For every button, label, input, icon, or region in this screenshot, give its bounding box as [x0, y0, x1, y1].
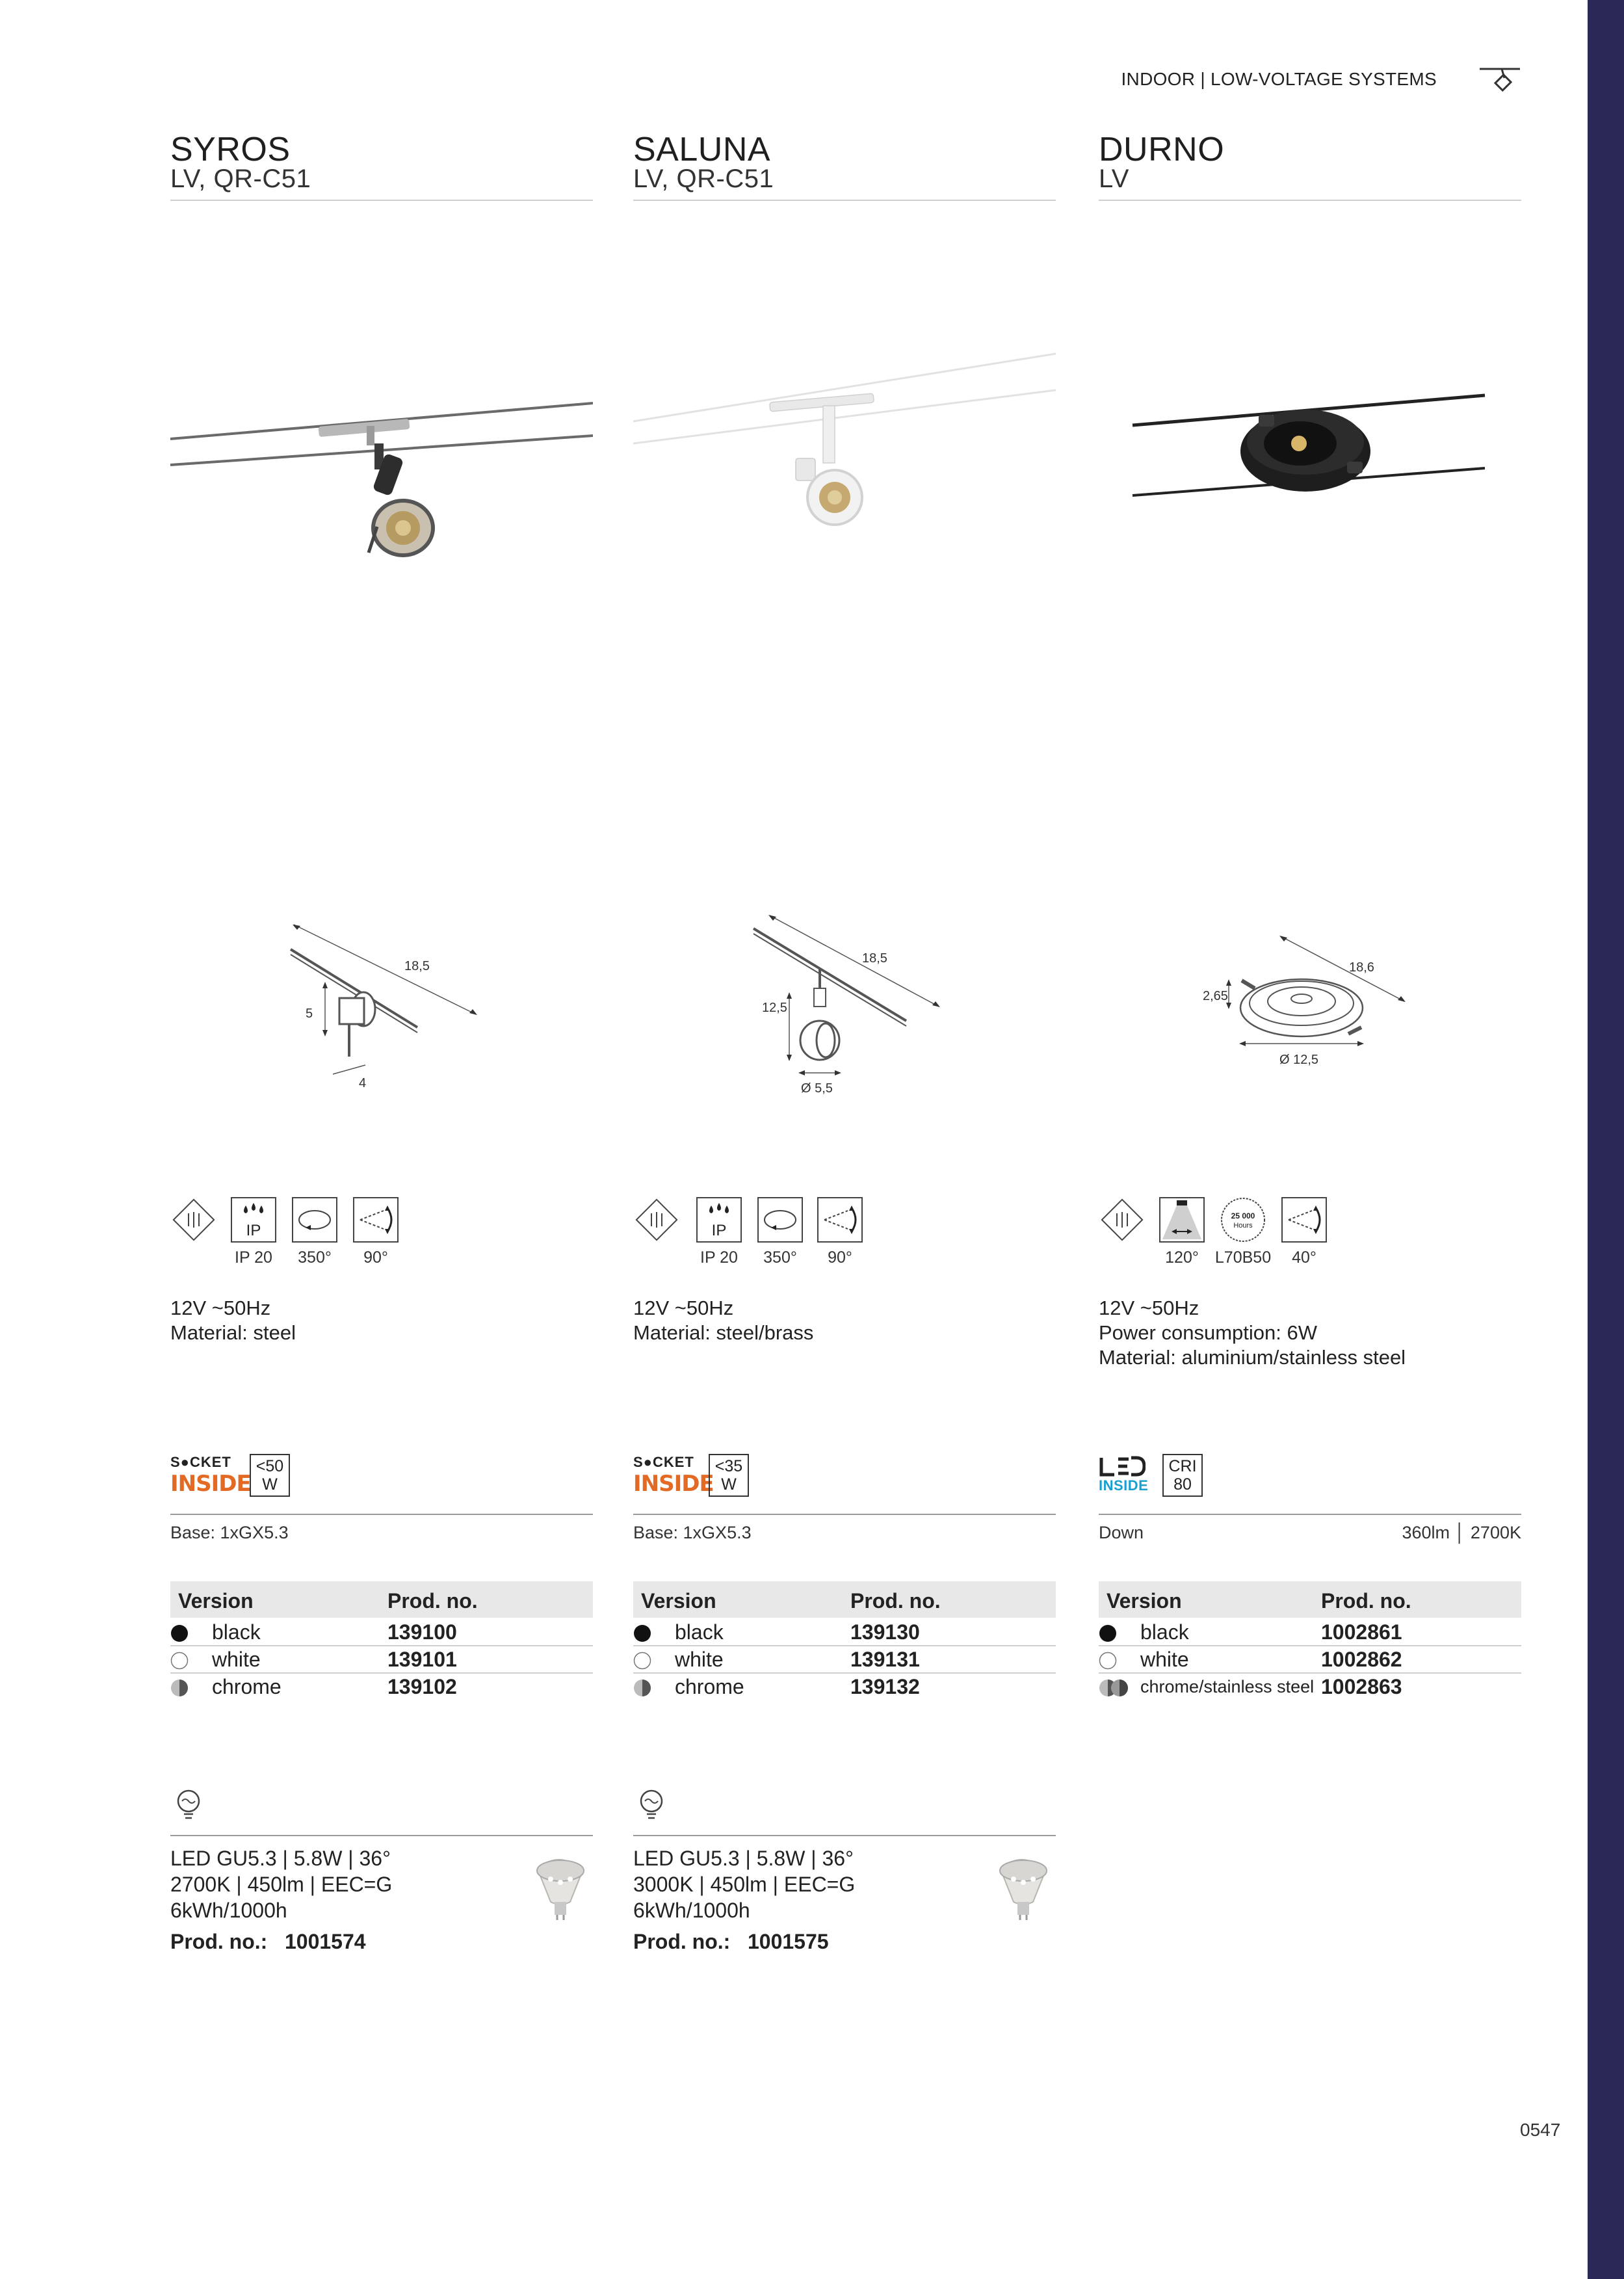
product-title: SYROS [170, 131, 291, 168]
dim-height: 5 [306, 1007, 313, 1021]
tilt-icon [817, 1196, 863, 1243]
dim-length: 18,5 [404, 959, 430, 973]
dim-diameter: Ø 12,5 [1279, 1053, 1319, 1067]
socket-inside-label: INSIDE [633, 1471, 714, 1497]
table-row [1099, 1646, 1521, 1674]
tilt-icon [352, 1196, 399, 1243]
prod-number: 139131 [850, 1648, 920, 1671]
rotation-label: 350° [763, 1248, 797, 1267]
dim-diameter: Ø 5,5 [801, 1081, 833, 1096]
lamp-spec: LED GU5.3 | 5.8W | 36° [170, 1847, 391, 1870]
black-swatch-icon [633, 1624, 651, 1642]
spec-line: 12V ~50Hz [1099, 1297, 1199, 1319]
version-name: white [1140, 1648, 1189, 1671]
black-swatch-icon [1099, 1624, 1117, 1642]
prod-number: 1002861 [1321, 1620, 1402, 1644]
tilt-label: 40° [1292, 1248, 1316, 1267]
table-row [1099, 1619, 1521, 1646]
ip-badge-text: IP [711, 1222, 727, 1239]
dimension-drawing [1203, 897, 1437, 1092]
lamp-spec: 3000K | 450lm | EEC=G [633, 1873, 856, 1896]
version-name: chrome [675, 1675, 744, 1698]
product-durno [1099, 0, 1521, 2146]
socket-label: S●CKET [170, 1454, 231, 1470]
prod-no-header: Prod. no. [387, 1589, 478, 1613]
lamp-prod-number: 1001574 [284, 1930, 366, 1953]
spec-line: 12V ~50Hz [633, 1297, 734, 1319]
version-name: chrome [212, 1675, 282, 1698]
max-watt-box [709, 1454, 749, 1497]
prod-number: 139102 [387, 1675, 457, 1698]
lamp-spec: 6kWh/1000h [170, 1899, 287, 1922]
lamp-spec: 6kWh/1000h [633, 1899, 750, 1922]
max-watt-box [250, 1454, 290, 1497]
prod-number: 139100 [387, 1620, 457, 1644]
lamp-prod-no [633, 1930, 829, 1954]
divider [633, 1835, 1056, 1836]
led-logo-icon [1099, 1455, 1146, 1477]
table-row [1099, 1674, 1521, 1700]
product-title: SALUNA [633, 131, 771, 168]
section-header: INDOOR | LOW-VOLTAGE SYSTEMS [1121, 69, 1437, 89]
dimension-drawing [744, 897, 965, 1112]
divider [633, 1514, 1056, 1515]
dim-height: 12,5 [762, 1001, 787, 1015]
chrome-swatch-icon [633, 1679, 651, 1697]
spec-line: Material: steel/brass [633, 1321, 814, 1344]
ip-rating-icon [696, 1196, 742, 1243]
safety-class-icon [1099, 1196, 1146, 1243]
product-saluna [633, 0, 1056, 2146]
chrome-steel-swatch-icon [1099, 1679, 1130, 1697]
hours-unit: Hours [1233, 1222, 1253, 1230]
led-lamp-image [525, 1850, 596, 1921]
table-row [633, 1646, 1056, 1674]
ip-label: IP 20 [700, 1248, 738, 1267]
prod-number: 139132 [850, 1675, 920, 1698]
light-direction: Down [1099, 1523, 1144, 1542]
version-name: black [1140, 1620, 1189, 1644]
white-swatch-icon [170, 1652, 189, 1670]
ip-label: IP 20 [235, 1248, 272, 1267]
dim-height: 2,65 [1203, 989, 1228, 1003]
beam-angle-icon [1159, 1196, 1205, 1243]
lamp-prod-number: 1001575 [747, 1930, 829, 1953]
rotation-icon [757, 1196, 804, 1243]
product-subtitle: LV [1099, 165, 1129, 193]
lifetime-hours-icon [1220, 1196, 1266, 1243]
max-watt-value: <35 [714, 1457, 743, 1475]
product-subtitle: LV, QR-C51 [633, 165, 774, 193]
dim-length: 18,6 [1349, 960, 1374, 975]
divider [170, 1835, 593, 1836]
tilt-icon [1281, 1196, 1328, 1243]
version-header: Version [1107, 1589, 1182, 1613]
divider [1099, 1514, 1521, 1515]
socket-inside-label: INSIDE [170, 1471, 251, 1497]
product-syros [170, 0, 593, 2146]
bulb-icon [637, 1788, 666, 1822]
lamp-prod-label: Prod. no.: [633, 1930, 731, 1953]
table-header [1099, 1581, 1521, 1618]
max-watt-unit: W [721, 1475, 737, 1494]
tilt-label: 90° [363, 1248, 388, 1267]
table-row [170, 1674, 593, 1700]
lamp-spec: LED GU5.3 | 5.8W | 36° [633, 1847, 854, 1870]
table-row [633, 1619, 1056, 1646]
dim-length: 18,5 [862, 951, 887, 966]
cri-box [1162, 1454, 1203, 1497]
version-name: chrome/stainless steel [1140, 1677, 1315, 1696]
base-info: Base: 1xGX5.3 [633, 1523, 752, 1542]
table-header [633, 1581, 1056, 1618]
cri-label: CRI [1168, 1457, 1197, 1475]
light-output: 360lm │ 2700K [1402, 1523, 1521, 1542]
rotation-label: 350° [298, 1248, 332, 1267]
safety-class-icon [633, 1196, 680, 1243]
lifetime-label: L70B50 [1214, 1248, 1272, 1267]
black-swatch-icon [170, 1624, 189, 1642]
product-photo [633, 338, 1056, 598]
lamp-prod-no [170, 1930, 366, 1954]
version-name: black [212, 1620, 261, 1644]
rotation-icon [291, 1196, 338, 1243]
product-photo [170, 338, 593, 598]
tilt-label: 90° [828, 1248, 852, 1267]
product-title: DURNO [1099, 131, 1225, 168]
divider [1099, 200, 1521, 201]
version-name: white [675, 1648, 724, 1671]
lamp-prod-label: Prod. no.: [170, 1930, 268, 1953]
white-swatch-icon [1099, 1652, 1117, 1670]
safety-class-icon [170, 1196, 217, 1243]
spec-line: Material: steel [170, 1321, 296, 1344]
bulb-icon [174, 1788, 203, 1822]
hours-value: 25 000 [1231, 1211, 1255, 1220]
ip-badge-text: IP [246, 1222, 261, 1239]
led-lamp-image [988, 1850, 1059, 1921]
page-number: 0547 [1520, 2120, 1561, 2140]
product-subtitle: LV, QR-C51 [170, 165, 311, 193]
page-edge-bar [1588, 0, 1624, 2279]
dim-depth: 4 [359, 1076, 367, 1090]
version-name: white [212, 1648, 261, 1671]
prod-number: 139130 [850, 1620, 920, 1644]
prod-no-header: Prod. no. [1321, 1589, 1411, 1613]
table-row [170, 1619, 593, 1646]
divider [170, 200, 593, 201]
lamp-spec: 2700K | 450lm | EEC=G [170, 1873, 393, 1896]
spec-line: 12V ~50Hz [170, 1297, 271, 1319]
prod-number: 1002863 [1321, 1675, 1402, 1698]
spec-line: Power consumption: 6W [1099, 1321, 1317, 1344]
ip-rating-icon [230, 1196, 277, 1243]
led-inside-label: INSIDE [1099, 1477, 1149, 1494]
dimension-drawing [268, 897, 515, 1112]
table-header [170, 1581, 593, 1618]
max-watt-unit: W [262, 1475, 278, 1494]
chrome-swatch-icon [170, 1679, 189, 1697]
base-info: Base: 1xGX5.3 [170, 1523, 289, 1542]
product-photo [1099, 338, 1521, 598]
max-watt-value: <50 [255, 1457, 284, 1475]
cri-value: 80 [1173, 1475, 1192, 1494]
prod-number: 1002862 [1321, 1648, 1402, 1671]
divider [633, 200, 1056, 201]
spec-line: Material: aluminium/stainless steel [1099, 1346, 1406, 1369]
prod-number: 139101 [387, 1648, 457, 1671]
version-header: Version [641, 1589, 716, 1613]
table-row [633, 1674, 1056, 1700]
beam-label: 120° [1165, 1248, 1199, 1267]
version-header: Version [178, 1589, 254, 1613]
prod-no-header: Prod. no. [850, 1589, 941, 1613]
socket-label: S●CKET [633, 1454, 694, 1470]
white-swatch-icon [633, 1652, 651, 1670]
version-name: black [675, 1620, 724, 1644]
divider [170, 1514, 593, 1515]
table-row [170, 1646, 593, 1674]
